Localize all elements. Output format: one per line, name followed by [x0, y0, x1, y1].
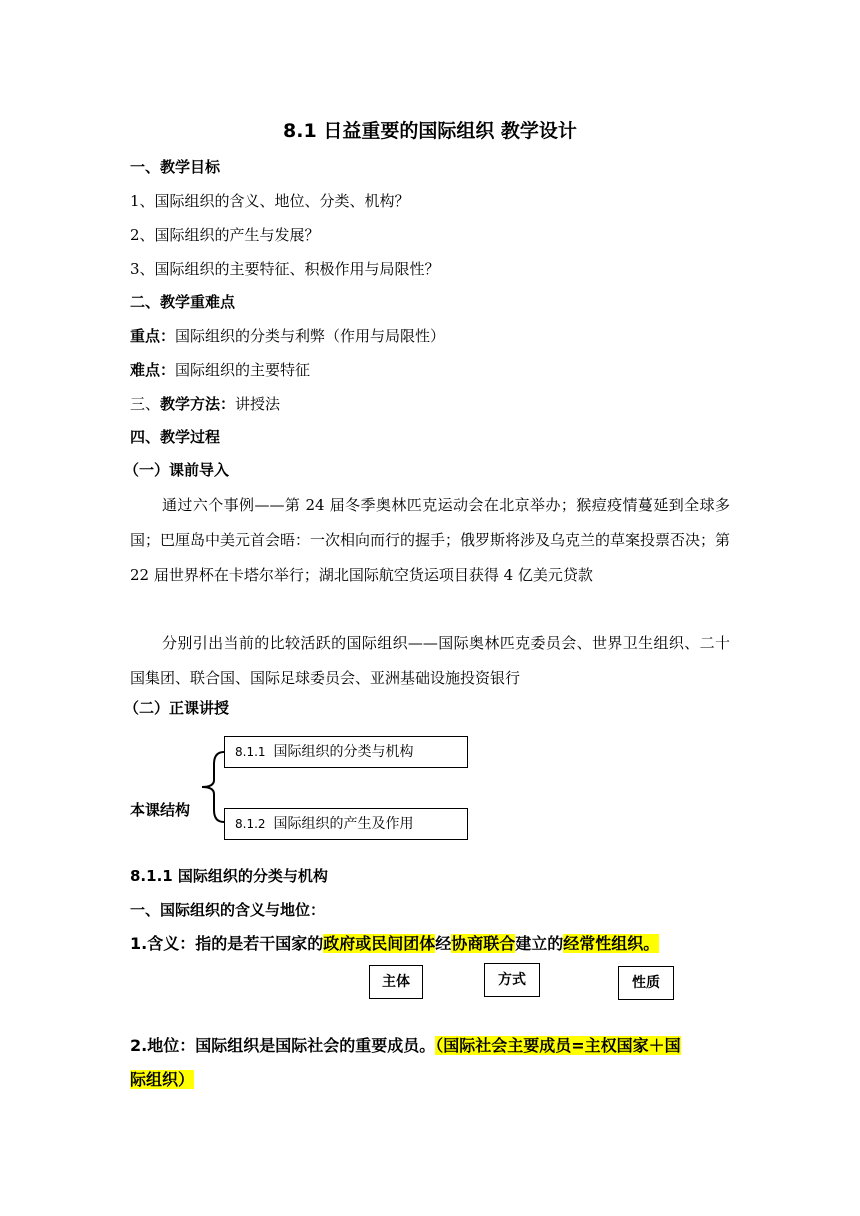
difficult-point-line: [130, 358, 730, 382]
definition-line: [130, 927, 740, 961]
section-heading-process: 四、教学过程: [130, 428, 221, 446]
status-highlight-1: （国际社会主要成员=主权国家＋国: [435, 1036, 681, 1055]
structure-box-2-number: 8.1.2: [235, 817, 266, 831]
objective-item: 1、国际组织的含义、地位、分类、机构？: [130, 192, 410, 210]
structure-bracket: [196, 750, 226, 824]
section-heading-objectives: 一、教学目标: [130, 158, 221, 176]
intro-paragraph-1: 通过六个事例——第 24 届冬季奥林匹克运动会在北京举办；猴痘疫情蔓延到全球多国；巴厘岛中美元首会晤：一次相向而行的握手；俄罗斯将涉及乌克兰的草案投票否决；第 22 届世界杯在卡塔尔举行；湖北国际航空货运项目获得 4 亿美元贷款: [130, 496, 731, 584]
document-title: 8.1 日益重要的国际组织 教学设计: [283, 120, 577, 142]
teaching-method-prefix: 三、: [130, 395, 161, 413]
status-text: 2.地位：国际组织是国际社会的重要成员。: [130, 1036, 436, 1055]
teaching-method-text: 讲授法: [235, 395, 281, 413]
status-line-continued: [130, 1063, 740, 1097]
subsection-heading-lecture: （二）正课讲授: [124, 699, 230, 717]
structure-box-2: [224, 808, 468, 840]
key-point-line: [130, 324, 730, 348]
section-heading-key-points: 二、教学重难点: [130, 293, 236, 311]
intro-paragraph-2: 分别引出当前的比较活跃的国际组织——国际奥林匹克委员会、世界卫生组织、二十国集团、联合国、国际足球委员会、亚洲基础设施投资银行: [130, 634, 730, 687]
difficult-point-text: 国际组织的主要特征: [175, 361, 311, 379]
key-point-label: 重点：: [130, 327, 176, 345]
definition-part-a: 1.含义：指的是若干国家的: [130, 934, 324, 953]
key-point-text: 国际组织的分类与利弊（作用与局限性）: [175, 327, 446, 345]
box-subject: 主体: [369, 965, 423, 999]
structure-box-2-text: 国际组织的产生及作用: [273, 816, 414, 832]
objective-item: 3、国际组织的主要特征、积极作用与局限性？: [130, 260, 440, 278]
definition-part-b: 经: [435, 934, 452, 953]
definition-highlight-nature: 经常性组织。: [563, 934, 660, 953]
teaching-method-line: [130, 392, 730, 416]
box-nature: 性质: [618, 966, 674, 1000]
difficult-point-label: 难点：: [130, 361, 176, 379]
structure-label: 本课结构: [130, 801, 191, 819]
definition-part-c: 建立的: [515, 934, 564, 953]
structure-box-1: [224, 736, 468, 768]
definition-highlight-subject: 政府或民间团体: [323, 934, 436, 953]
structure-box-1-number: 8.1.1: [235, 745, 266, 759]
subsection-heading-intro: （一）课前导入: [124, 461, 230, 479]
status-line: [130, 1029, 740, 1063]
definition-highlight-method: 协商联合: [451, 934, 516, 953]
box-method: 方式: [484, 963, 540, 997]
lesson-subheading: 一、国际组织的含义与地位：: [130, 901, 326, 919]
teaching-method-label: 教学方法：: [160, 395, 236, 413]
structure-box-1-text: 国际组织的分类与机构: [273, 744, 414, 760]
lesson-heading: 8.1.1 国际组织的分类与机构: [130, 867, 328, 885]
status-highlight-2: 际组织）: [130, 1070, 195, 1089]
objective-item: 2、国际组织的产生与发展？: [130, 226, 320, 244]
